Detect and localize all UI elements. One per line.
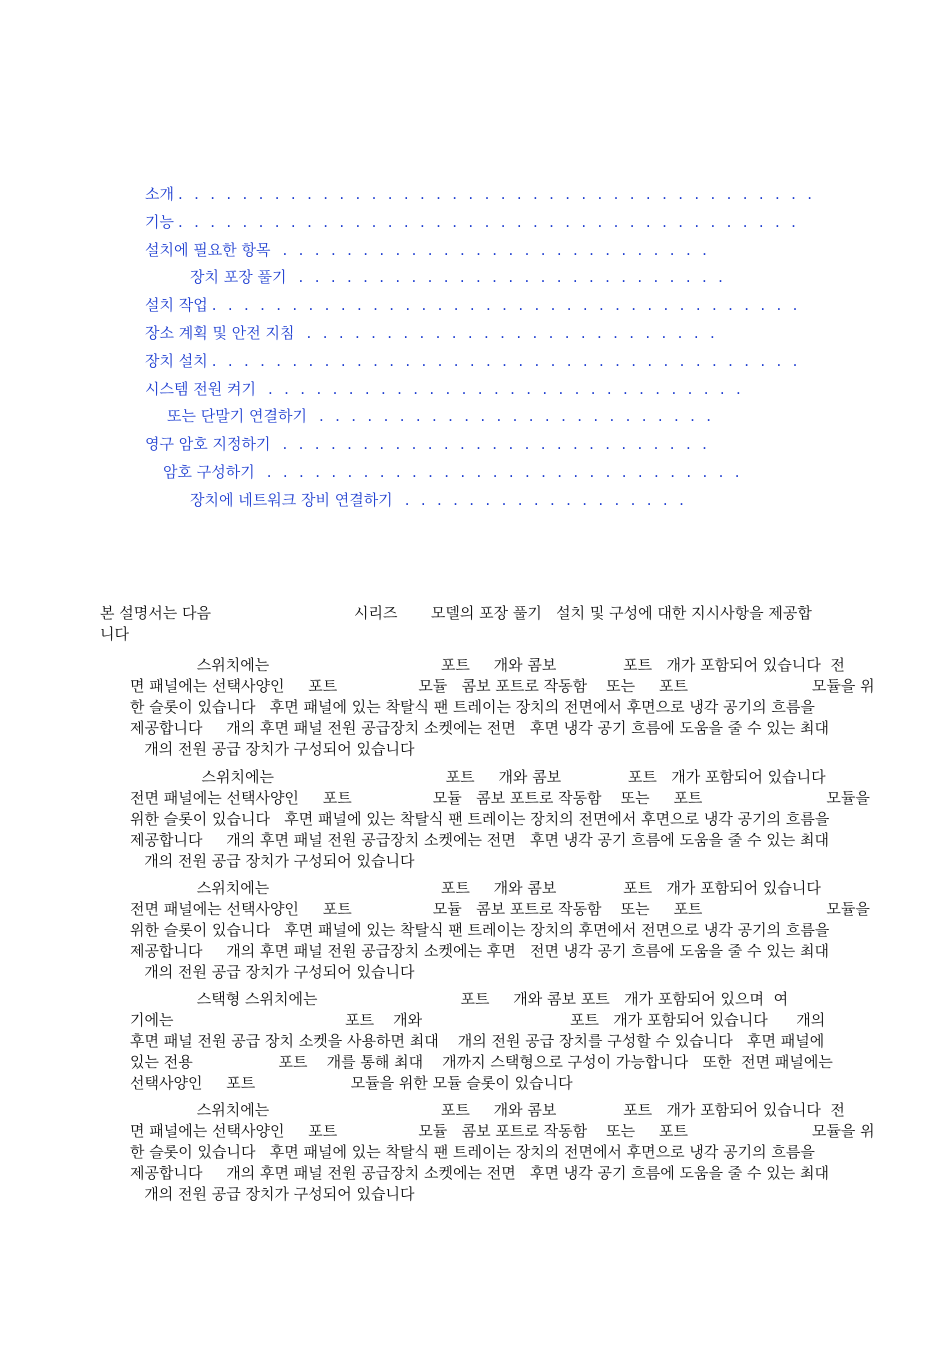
- text-line: 스위치에는 포트 개와 콤보 포트 개가 포함되어 있습니다 전: [130, 1101, 845, 1119]
- text-line: 있는 전용 포트 개를 통해 최대 개까지 스택형으로 구성이 가능합니다 또한 전면 패널에는: [130, 1053, 833, 1071]
- text-line: 스택형 스위치에는 포트 개와 콤보 포트 개가 포함되어 있으며 여: [130, 990, 789, 1008]
- text-line: 제공합니다 개의 후면 패널 전원 공급장치 소켓에는 전면 후면 냉각 공기 흐름에 도움을 줄 수 있는 최대: [130, 1164, 829, 1182]
- text-line: 스위치에는 포트 개와 콤보 포트 개가 포함되어 있습니다: [130, 768, 826, 786]
- text-line: 면 패널에는 선택사양인 포트 모듈 콤보 포트로 작동함 또는 포트 모듈을 위: [130, 1122, 875, 1140]
- toc-leader-dots: . . . . . . . . . . . . . . . . . . . . . . . . . . .: [274, 435, 711, 453]
- toc-label: 장치 포장 풀기: [190, 268, 287, 286]
- text-line: 니다: [100, 625, 129, 643]
- toc-label: 또는 단말기 연결하기: [167, 407, 307, 425]
- toc-entry-unpacking[interactable]: [190, 267, 727, 287]
- toc-label: 소개: [145, 185, 174, 203]
- toc-label: 장소 계획 및 안전 지침: [145, 324, 295, 342]
- toc-entry-permanent-password[interactable]: [145, 434, 711, 454]
- toc-leader-dots: . . . . . . . . . . . . . . . . . . . . . . . . . . . . . . . . . . . . .: [211, 296, 801, 314]
- toc-leader-dots: . . . . . . . . . . . . . . . . . . . . . . . . . . . . . . . . . . . . .: [211, 352, 801, 370]
- toc-label: 장치에 네트워크 장비 연결하기: [190, 491, 393, 509]
- toc-leader-dots: . . . . . . . . . . . . . . . . . . . . . . . . .: [310, 407, 715, 425]
- toc-entry-features[interactable]: [145, 212, 800, 232]
- text-line: 본 설명서는 다음 시리즈 모델의 포장 풀기 설치 및 구성에 대한 지시사항을 제공합: [100, 604, 812, 622]
- text-line: 스위치에는 포트 개와 콤보 포트 개가 포함되어 있습니다: [130, 879, 821, 897]
- toc-leader-dots: . . . . . . . . . . . . . . . . . . . . . . . . . . . . . .: [259, 380, 745, 398]
- toc-entry-device-install[interactable]: [145, 351, 801, 371]
- toc-label: 설치에 필요한 항목: [145, 241, 271, 259]
- toc-leader-dots: . . . . . . . . . . . . . . . . . . . . . . . . . . . . . . . . . . . . . . . .: [177, 185, 816, 203]
- text-line: 전면 패널에는 선택사양인 포트 모듈 콤보 포트로 작동함 또는 포트 모듈을: [130, 789, 870, 807]
- text-line: 제공합니다 개의 후면 패널 전원 공급장치 소켓에는 후면 전면 냉각 공기 흐름에 도움을 줄 수 있는 최대: [130, 942, 829, 960]
- text-line: 제공합니다 개의 후면 패널 전원 공급장치 소켓에는 전면 후면 냉각 공기 흐름에 도움을 줄 수 있는 최대: [130, 719, 829, 737]
- text-line: 기에는 포트 개와 포트 개가 포함되어 있습니다 개의: [130, 1011, 826, 1029]
- toc-entry-password-config[interactable]: [163, 462, 743, 482]
- toc-entry-site-planning[interactable]: [145, 323, 719, 343]
- toc-entry-installation-tasks[interactable]: [145, 295, 801, 315]
- text-line: 한 슬롯이 있습니다 후면 패널에 있는 착탈식 팬 트레이는 장치의 전면에서 후면으로 냉각 공기의 흐름을: [130, 698, 815, 716]
- toc-entry-terminal-connect[interactable]: [167, 406, 715, 426]
- toc-label: 시스템 전원 켜기: [145, 380, 256, 398]
- text-line: 후면 패널 전원 공급 장치 소켓을 사용하면 최대 개의 전원 공급 장치를 구성할 수 있습니다 후면 패널에: [130, 1032, 825, 1050]
- text-line: 면 패널에는 선택사양인 포트 모듈 콤보 포트로 작동함 또는 포트 모듈을 위: [130, 677, 875, 695]
- toc-entry-intro[interactable]: [145, 184, 816, 204]
- text-line: 개의 전원 공급 장치가 구성되어 있습니다: [130, 963, 415, 981]
- toc-leader-dots: . . . . . . . . . . . . . . . . . . . . . . . . . .: [298, 324, 719, 342]
- toc-leader-dots: . . . . . . . . . . . . . . . . . . . . . . . . . . . . . . . . . . . . . . .: [177, 213, 800, 231]
- toc-label: 영구 암호 지정하기: [145, 435, 271, 453]
- text-line: 개의 전원 공급 장치가 구성되어 있습니다: [130, 1185, 415, 1203]
- toc-label: 기능: [145, 213, 174, 231]
- toc-entry-network-connect[interactable]: [190, 490, 688, 510]
- toc-label: 장치 설치: [145, 352, 208, 370]
- text-line: 개의 전원 공급 장치가 구성되어 있습니다: [130, 740, 415, 758]
- toc-label: 설치 작업: [145, 296, 208, 314]
- text-line: 위한 슬롯이 있습니다 후면 패널에 있는 착탈식 팬 트레이는 장치의 전면에서 후면으로 냉각 공기의 흐름을: [130, 810, 830, 828]
- text-line: 한 슬롯이 있습니다 후면 패널에 있는 착탈식 팬 트레이는 장치의 전면에서 후면으로 냉각 공기의 흐름을: [130, 1143, 815, 1161]
- text-line: 스위치에는 포트 개와 콤보 포트 개가 포함되어 있습니다 전: [130, 656, 845, 674]
- text-line: 제공합니다 개의 후면 패널 전원 공급장치 소켓에는 전면 후면 냉각 공기 흐름에 도움을 줄 수 있는 최대: [130, 831, 829, 849]
- toc-leader-dots: . . . . . . . . . . . . . . . . . . . . . . . . . . .: [290, 268, 727, 286]
- toc-entry-power-on[interactable]: [145, 379, 745, 399]
- toc-entry-requirements[interactable]: [145, 240, 711, 260]
- text-line: 전면 패널에는 선택사양인 포트 모듈 콤보 포트로 작동함 또는 포트 모듈을: [130, 900, 870, 918]
- toc-leader-dots: . . . . . . . . . . . . . . . . . .: [396, 491, 688, 509]
- text-line: 선택사양인 포트 모듈을 위한 모듈 슬롯이 있습니다: [130, 1074, 573, 1092]
- toc-leader-dots: . . . . . . . . . . . . . . . . . . . . . . . . . . . . . .: [258, 463, 743, 481]
- toc-leader-dots: . . . . . . . . . . . . . . . . . . . . . . . . . . .: [274, 241, 711, 259]
- toc-label: 암호 구성하기: [163, 463, 255, 481]
- text-line: 개의 전원 공급 장치가 구성되어 있습니다: [130, 852, 415, 870]
- text-line: 위한 슬롯이 있습니다 후면 패널에 있는 착탈식 팬 트레이는 장치의 후면에서 전면으로 냉각 공기의 흐름을: [130, 921, 830, 939]
